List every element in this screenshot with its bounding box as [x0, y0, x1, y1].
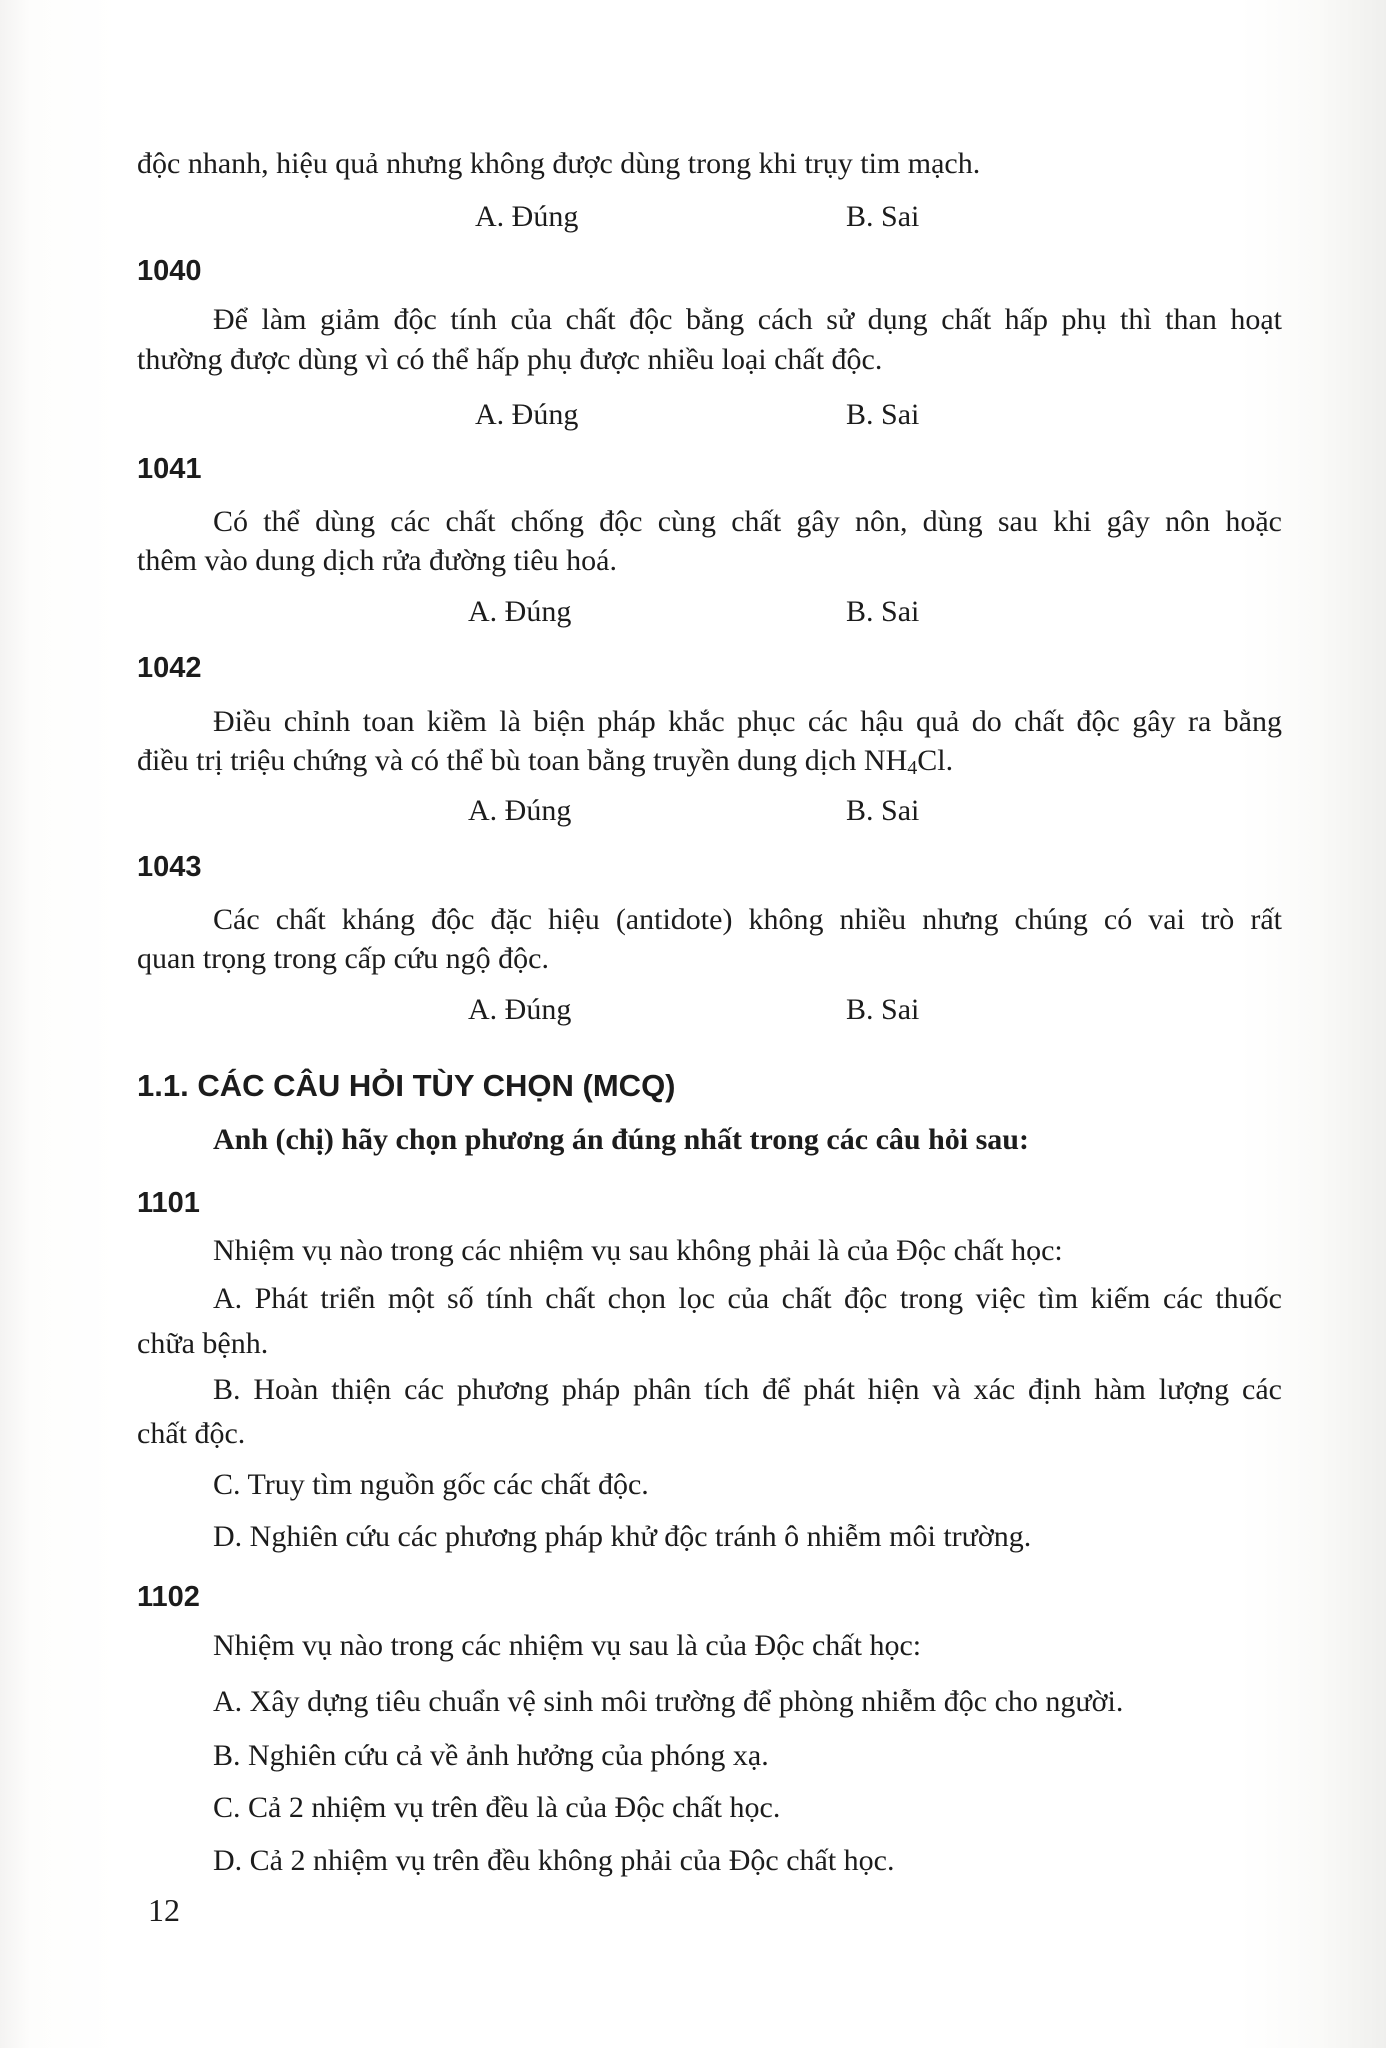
intro-option-b: B. Sai	[846, 200, 920, 233]
intro-text: độc nhanh, hiệu quả nhưng không được dùng trong khi trụy tim mạch.	[137, 147, 981, 180]
option-b: B. Sai	[846, 993, 920, 1026]
question-text-line: thường được dùng vì có thể hấp phụ được nhiều loại chất độc.	[137, 343, 883, 376]
answer-c: C. Truy tìm nguồn gốc các chất độc.	[213, 1468, 649, 1501]
question-number: 1102	[137, 1581, 200, 1613]
question-text-line: thêm vào dung dịch rửa đường tiêu hoá.	[137, 544, 617, 577]
option-b: B. Sai	[846, 595, 920, 628]
answer-a-line: A. Phát triển một số tính chất chọn lọc của chất độc trong việc tìm kiếm các thuốc	[213, 1282, 1282, 1315]
option-a: A. Đúng	[468, 595, 572, 628]
option-a: A. Đúng	[475, 398, 579, 431]
intro-option-a: A. Đúng	[475, 200, 579, 233]
answer-c: C. Cả 2 nhiệm vụ trên đều là của Độc chất học.	[213, 1791, 781, 1824]
question-text-line: quan trọng trong cấp cứu ngộ độc.	[137, 942, 549, 975]
question-text-line: Các chất kháng độc đặc hiệu (antidote) không nhiều nhưng chúng có vai trò rất	[213, 903, 1282, 936]
section-heading: 1.1. CÁC CÂU HỎI TÙY CHỌN (MCQ)	[137, 1068, 676, 1103]
question-stem: Nhiệm vụ nào trong các nhiệm vụ sau là của Độc chất học:	[213, 1629, 922, 1662]
answer-b: B. Nghiên cứu cả về ảnh hưởng của phóng xạ.	[213, 1739, 769, 1772]
question-text-line: Để làm giảm độc tính của chất độc bằng cách sử dụng chất hấp phụ thì than hoạt	[213, 303, 1282, 336]
answer-a: A. Xây dựng tiêu chuẩn vệ sinh môi trường để phòng nhiễm độc cho người.	[213, 1685, 1124, 1718]
option-a: A. Đúng	[468, 794, 572, 827]
answer-d: D. Nghiên cứu các phương pháp khử độc tránh ô nhiễm môi trường.	[213, 1520, 1032, 1553]
answer-d: D. Cả 2 nhiệm vụ trên đều không phải của Độc chất học.	[213, 1844, 895, 1877]
answer-b-line: chất độc.	[137, 1417, 246, 1450]
option-b: B. Sai	[846, 794, 920, 827]
question-text-line: Có thể dùng các chất chống độc cùng chất gây nôn, dùng sau khi gây nôn hoặc	[213, 505, 1282, 538]
question-text-line: điều trị triệu chứng và có thể bù toan bằng truyền dung dịch NH4Cl.	[137, 744, 954, 779]
answer-a-line: chữa bệnh.	[137, 1327, 269, 1360]
question-text-line: Điều chỉnh toan kiềm là biện pháp khắc phục các hậu quả do chất độc gây ra bằng	[213, 705, 1282, 738]
question-number: 1101	[137, 1187, 200, 1219]
option-a: A. Đúng	[468, 993, 572, 1026]
question-number: 1043	[137, 851, 202, 883]
question-number: 1040	[137, 255, 202, 287]
question-number: 1041	[137, 453, 202, 485]
page-number: 12	[148, 1892, 180, 1928]
answer-b-line: B. Hoàn thiện các phương pháp phân tích để phát hiện và xác định hàm lượng các	[213, 1373, 1282, 1406]
question-number: 1042	[137, 652, 202, 684]
section-instruction: Anh (chị) hãy chọn phương án đúng nhất trong các câu hỏi sau:	[213, 1123, 1029, 1156]
question-stem: Nhiệm vụ nào trong các nhiệm vụ sau không phải là của Độc chất học:	[213, 1234, 1063, 1267]
option-b: B. Sai	[846, 398, 920, 431]
